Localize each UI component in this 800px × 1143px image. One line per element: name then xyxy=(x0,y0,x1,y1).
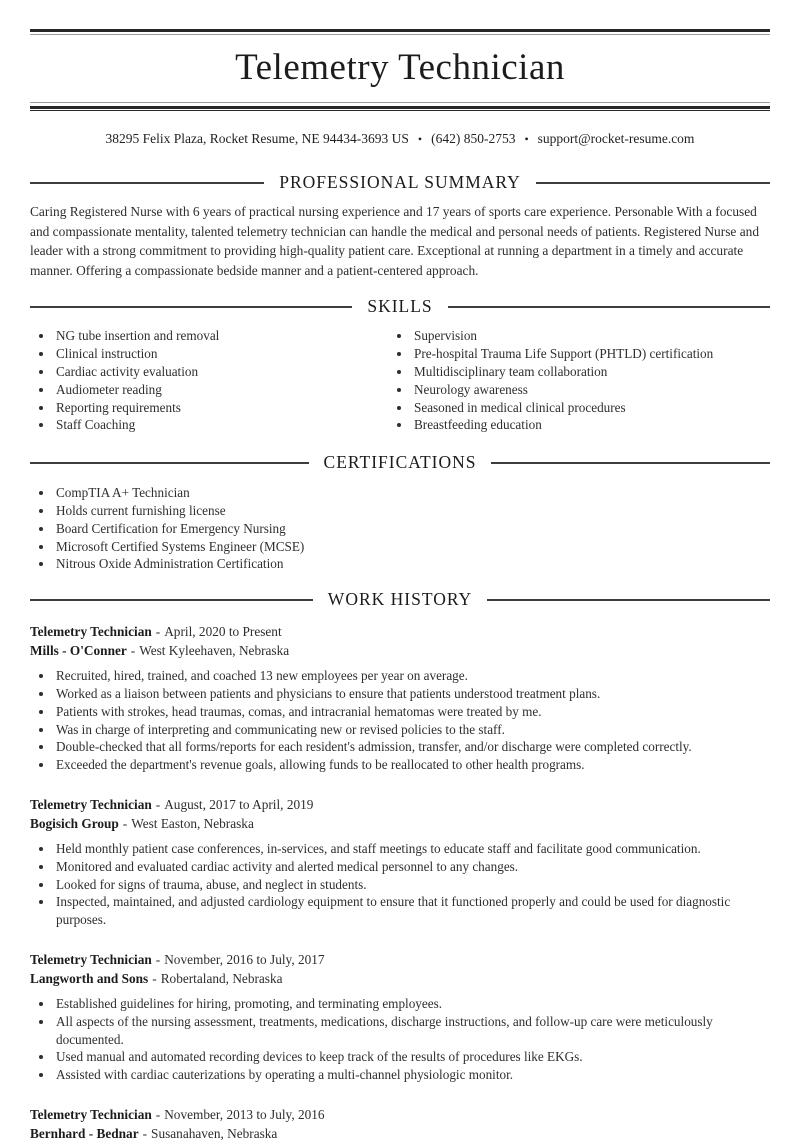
skill-item: • Reporting requirements xyxy=(54,399,400,417)
skill-item: • Audiometer reading xyxy=(54,381,400,399)
job-employer: Langworth and Sons xyxy=(30,970,149,986)
skills-columns xyxy=(30,327,770,434)
heading-rule-right xyxy=(448,306,770,308)
job-bullets xyxy=(30,995,770,1084)
job-separator: - xyxy=(155,624,161,640)
title-top-rule xyxy=(30,29,770,32)
job-employer: Bernhard - Bednar xyxy=(30,1125,139,1141)
job-dates: April, 2020 to Present xyxy=(164,624,282,640)
job-title: Telemetry Technician xyxy=(30,624,152,640)
skill-item: • Staff Coaching xyxy=(54,416,400,434)
job-bullet: • All aspects of the nursing assessment, treatments, medications, discharge instructions, and follow-up care were meticulously documented. xyxy=(54,1013,770,1049)
title-bottom-rule xyxy=(30,106,770,109)
resume-header xyxy=(30,29,770,147)
heading-rule-right xyxy=(487,599,770,601)
job-employer-line xyxy=(30,641,770,660)
certification-item: • CompTIA A+ Technician xyxy=(54,484,770,502)
job-title-line xyxy=(30,622,770,641)
job-dates: November, 2016 to July, 2017 xyxy=(164,951,325,967)
job-location: Robertaland, Nebraska xyxy=(160,970,283,986)
title-bottom-rule-under xyxy=(30,110,770,111)
certification-item: • Nitrous Oxide Administration Certification xyxy=(54,555,770,573)
heading-rule-left xyxy=(30,599,313,601)
job-title-line xyxy=(30,795,770,814)
job-separator: - xyxy=(142,1125,148,1141)
contact-address: 38295 Felix Plaza, Rocket Resume, NE 94434-3693 US xyxy=(105,131,409,147)
job-bullet: • Used manual and automated recording devices to keep track of the results of procedures like EKGs. xyxy=(54,1048,770,1066)
job-bullet: • Assisted with cardiac cauterizations by operating a multi-channel physiologic monitor. xyxy=(54,1066,770,1084)
skill-item: • Seasoned in medical clinical procedures xyxy=(412,399,770,417)
job-bullet: • Looked for signs of trauma, abuse, and neglect in students. xyxy=(54,876,770,894)
job-location: Susanahaven, Nebraska xyxy=(151,1125,278,1141)
job-bullets xyxy=(30,667,770,774)
job-location: West Easton, Nebraska xyxy=(131,815,254,831)
summary-paragraph: Caring Registered Nurse with 6 years of practical nursing experience and 17 years of sports care experience. Personable With a focused and compassionate mentality, talented telemetry technician can handle the medical and personal needs of patients. Registered Nurse and leader with a strong commitment to providing high-quality patient care. Exceptional at running a department in a timely and accurate manner. Offering a compassionate bedside manner and a patient-centered approach. xyxy=(30,204,760,278)
certification-item: • Microsoft Certified Systems Engineer (MCSE) xyxy=(54,538,770,556)
contact-email: support@rocket-resume.com xyxy=(537,131,695,147)
skill-item: • Multidisciplinary team collaboration xyxy=(412,363,770,381)
job-separator: - xyxy=(152,970,157,986)
section-title: SKILLS xyxy=(367,296,433,317)
skill-item: • Neurology awareness xyxy=(412,381,770,399)
job-bullet: • Exceeded the department's revenue goals, allowing funds to be reallocated to other health programs. xyxy=(54,756,770,774)
job-entry xyxy=(30,795,770,929)
job-dates: November, 2013 to July, 2016 xyxy=(164,1106,325,1122)
section-title: WORK HISTORY xyxy=(327,589,473,610)
job-bullet: • Patients with strokes, head traumas, comas, and intracranial hematomas were treated by me. xyxy=(54,703,770,721)
job-title: Telemetry Technician xyxy=(30,951,152,967)
job-title-line xyxy=(30,950,770,969)
job-location: West Kyleehaven, Nebraska xyxy=(139,643,290,659)
heading-rule-right xyxy=(536,182,770,184)
job-bullet: • Was in charge of interpreting and communicating new or revised policies to the staff. xyxy=(54,721,770,739)
page-title: Telemetry Technician xyxy=(235,47,565,88)
contact-phone: (642) 850-2753 xyxy=(431,131,516,147)
contact-separator-dot: • xyxy=(417,132,423,147)
skill-item: • Supervision xyxy=(412,327,770,345)
job-bullet: • Worked as a liaison between patients and physicians to ensure that patients understood treatment plans. xyxy=(54,685,770,703)
job-entry xyxy=(30,950,770,1084)
section-heading-work-history xyxy=(30,589,770,610)
title-bottom-rule-thin xyxy=(30,102,770,103)
contact-line xyxy=(30,131,770,147)
job-employer-line xyxy=(30,814,770,833)
job-separator: - xyxy=(155,1106,161,1122)
job-title: Telemetry Technician xyxy=(30,796,152,812)
section-heading-professional-summary xyxy=(30,172,770,193)
certification-item: • Holds current furnishing license xyxy=(54,502,770,520)
job-entry xyxy=(30,1105,770,1143)
skills-list-right xyxy=(400,327,770,434)
job-separator: - xyxy=(122,815,128,831)
job-bullet: • Monitored and evaluated cardiac activity and alerted medical personnel to any changes. xyxy=(54,858,770,876)
job-employer-line xyxy=(30,1124,770,1143)
job-bullet: • Double-checked that all forms/reports for each resident's admission, transfer, and/or discharge were completed correctly. xyxy=(54,738,770,756)
job-bullets xyxy=(30,840,770,929)
job-title-line xyxy=(30,1105,770,1124)
heading-rule-right xyxy=(491,462,770,464)
certification-item: • Board Certification for Emergency Nursing xyxy=(54,520,770,538)
section-heading-skills xyxy=(30,296,770,317)
section-heading-certifications xyxy=(30,452,770,473)
job-bullet: • Established guidelines for hiring, promoting, and terminating employees. xyxy=(54,995,770,1013)
resume-page xyxy=(0,29,800,1143)
job-separator: - xyxy=(130,643,136,659)
job-dates: August, 2017 to April, 2019 xyxy=(164,796,314,812)
skill-item: • Cardiac activity evaluation xyxy=(54,363,400,381)
skill-item: • Breastfeeding education xyxy=(412,416,770,434)
job-bullet: • Recruited, hired, trained, and coached 13 new employees per year on average. xyxy=(54,667,770,685)
job-employer: Bogisich Group xyxy=(30,815,119,831)
job-bullet: • Held monthly patient case conferences, in-services, and staff meetings to educate staff and facilitate good communication. xyxy=(54,840,770,858)
heading-rule-left xyxy=(30,182,264,184)
section-title: CERTIFICATIONS xyxy=(323,452,477,473)
job-employer: Mills - O'Conner xyxy=(30,643,127,659)
job-entry xyxy=(30,622,770,774)
job-employer-line xyxy=(30,969,770,988)
skill-item: • Pre-hospital Trauma Life Support (PHTLD) certification xyxy=(412,345,770,363)
job-separator: - xyxy=(155,951,161,967)
work-history-jobs xyxy=(30,622,770,1143)
job-separator: - xyxy=(155,796,161,812)
certifications-list xyxy=(30,484,770,573)
skill-item: • Clinical instruction xyxy=(54,345,400,363)
contact-separator-dot: • xyxy=(524,132,529,147)
heading-rule-left xyxy=(30,462,309,464)
section-title: PROFESSIONAL SUMMARY xyxy=(279,172,521,193)
job-bullet: • Inspected, maintained, and adjusted cardiology equipment to ensure that it functioned properly and could be used for diagnostic purposes. xyxy=(54,893,770,929)
skill-item: • NG tube insertion and removal xyxy=(54,327,400,345)
skills-list-left xyxy=(30,327,400,434)
heading-rule-left xyxy=(30,306,352,308)
job-title: Telemetry Technician xyxy=(30,1106,152,1122)
